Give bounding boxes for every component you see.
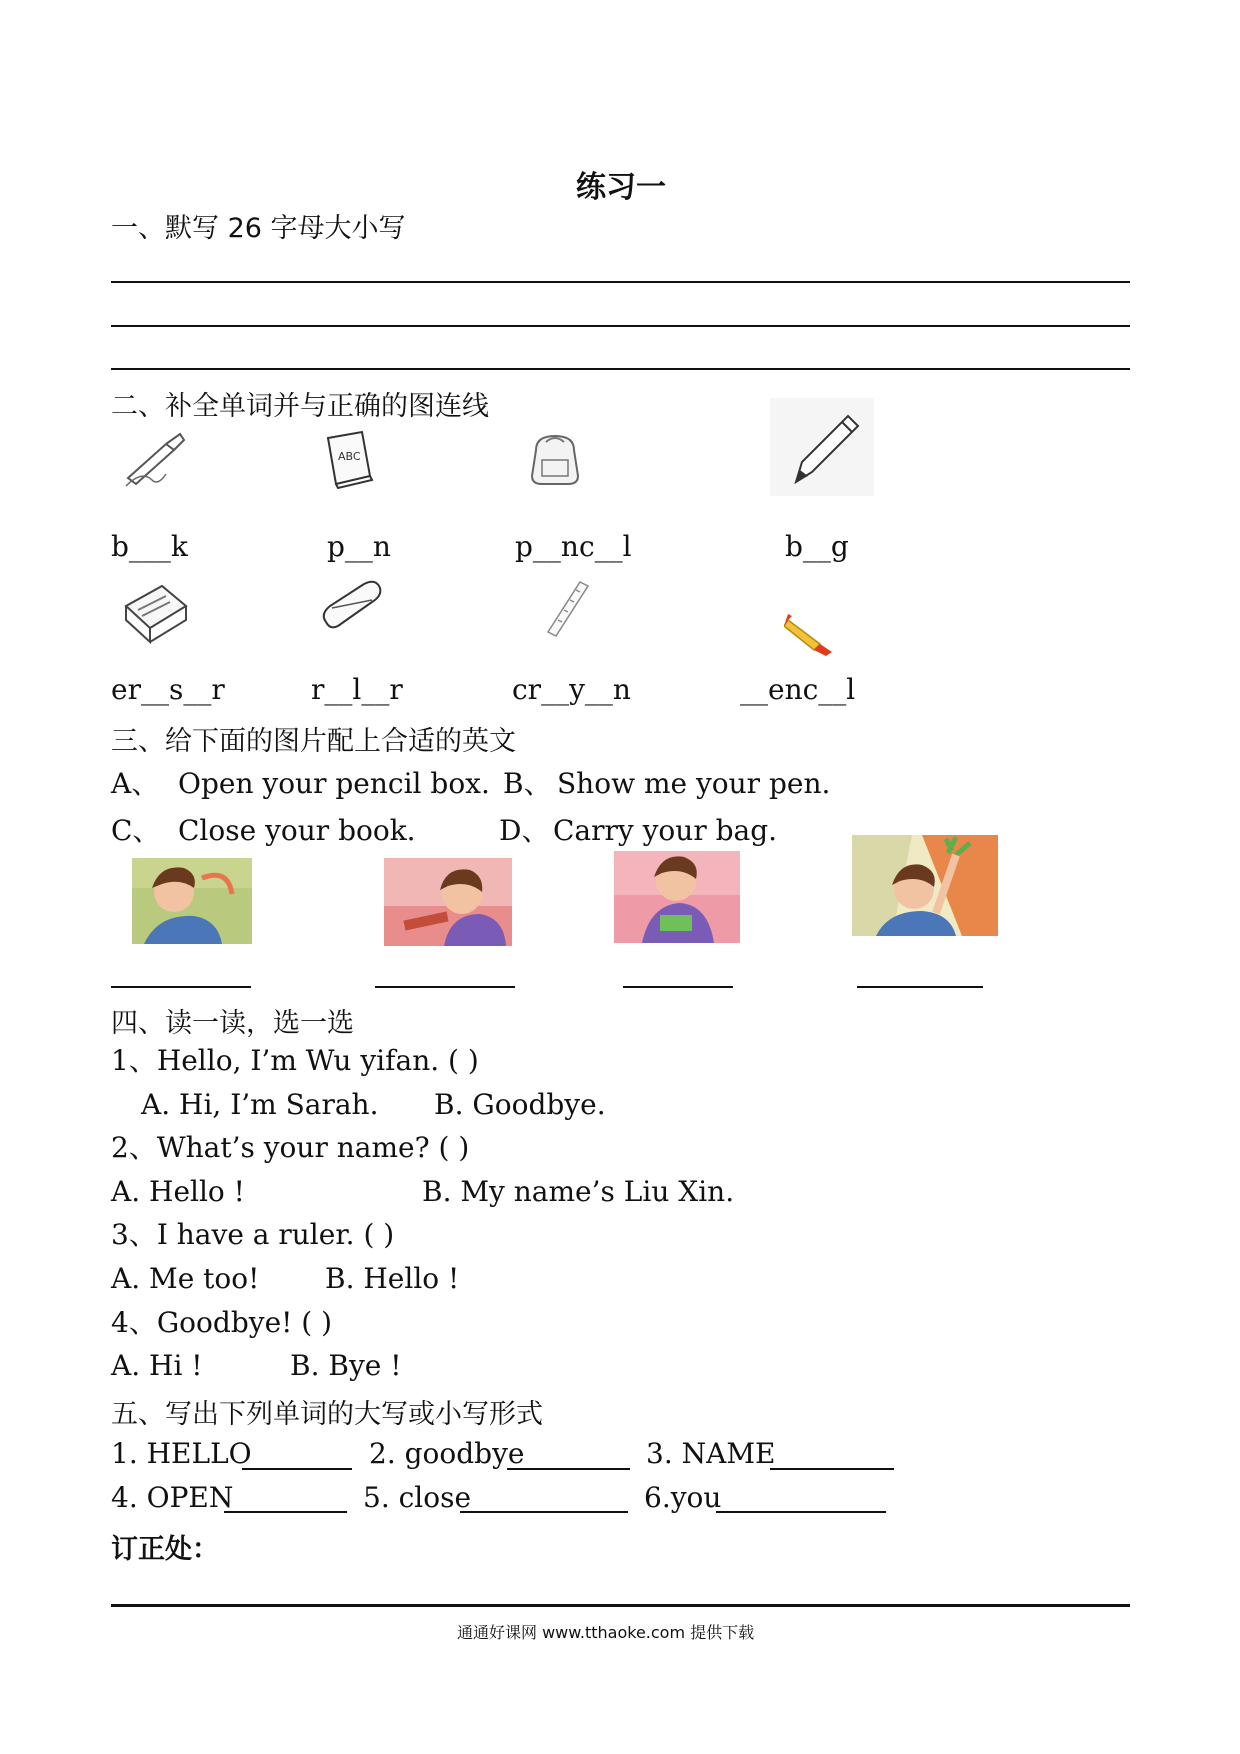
word-6: 6.you bbox=[644, 1481, 722, 1514]
word-6-blank[interactable] bbox=[716, 1511, 886, 1513]
correction-line[interactable] bbox=[111, 1604, 1130, 1607]
answer-blank-3[interactable] bbox=[623, 986, 733, 988]
option-d-text: Carry your bag. bbox=[553, 814, 778, 847]
section-2-heading: 二、补全单词并与正确的图连线 bbox=[111, 391, 489, 422]
photo-boy-2 bbox=[384, 858, 512, 946]
word-5: 5. close bbox=[363, 1481, 472, 1514]
pen-icon bbox=[122, 430, 190, 488]
eraser-icon bbox=[318, 578, 384, 634]
question-2: 2、What’s your name? ( ) bbox=[111, 1131, 470, 1164]
word-4: 4. OPEN bbox=[111, 1481, 234, 1514]
writing-line-1[interactable] bbox=[111, 281, 1130, 283]
word-ruler-blank: r__l__r bbox=[311, 673, 403, 706]
word-bag-blank: b__g bbox=[785, 530, 849, 563]
answer-blank-1[interactable] bbox=[111, 986, 251, 988]
question-1: 1、Hello, I’m Wu yifan. ( ) bbox=[111, 1044, 479, 1077]
word-pencil2-blank: __enc__l bbox=[740, 673, 856, 706]
answer-blank-4[interactable] bbox=[857, 986, 983, 988]
question-1-option-a: A. Hi, I’m Sarah. bbox=[141, 1088, 379, 1121]
word-3: 3. NAME bbox=[646, 1437, 776, 1470]
option-a-text: Open your pencil box. bbox=[178, 767, 490, 800]
ruler-icon bbox=[544, 578, 594, 638]
word-2-blank[interactable] bbox=[507, 1468, 630, 1470]
photo-boy-3 bbox=[614, 851, 740, 943]
question-4-option-b: B. Bye ! bbox=[290, 1349, 402, 1382]
section-5-heading: 五、写出下列单词的大写或小写形式 bbox=[111, 1399, 543, 1430]
question-2-option-b: B. My name’s Liu Xin. bbox=[422, 1175, 735, 1208]
book-icon bbox=[322, 430, 378, 490]
word-1: 1. HELLO bbox=[111, 1437, 252, 1470]
word-book-blank: b___k bbox=[111, 530, 188, 563]
answer-blank-2[interactable] bbox=[375, 986, 515, 988]
option-d-label: D、 bbox=[499, 814, 550, 847]
photo-boy-4 bbox=[852, 835, 998, 936]
word-4-blank[interactable] bbox=[224, 1511, 347, 1513]
photo-boy-1 bbox=[132, 858, 252, 944]
footer-credit: 通通好课网 www.tthaoke.com 提供下载 bbox=[457, 1623, 755, 1642]
word-pen-blank: p__n bbox=[327, 530, 391, 563]
writing-line-2[interactable] bbox=[111, 325, 1130, 327]
word-5-blank[interactable] bbox=[460, 1511, 628, 1513]
option-c-label: C、 bbox=[111, 814, 161, 847]
word-pencil-blank: p__nc__l bbox=[515, 530, 632, 563]
svg-text:ABC: ABC bbox=[338, 450, 361, 463]
option-b-label: B、 bbox=[503, 767, 552, 800]
bag-icon bbox=[522, 432, 588, 488]
option-a-label: A、 bbox=[111, 767, 160, 800]
question-4-option-a: A. Hi ! bbox=[111, 1349, 203, 1382]
word-crayon-blank: cr__y__n bbox=[512, 673, 631, 706]
word-3-blank[interactable] bbox=[770, 1468, 894, 1470]
section-4-heading: 四、读一读，选一选 bbox=[111, 1008, 354, 1039]
crayon-icon bbox=[784, 610, 836, 656]
option-b-text: Show me your pen. bbox=[557, 767, 831, 800]
option-c-text: Close your book. bbox=[178, 814, 416, 847]
section-3-heading: 三、给下面的图片配上合适的英文 bbox=[111, 726, 516, 757]
page-title: 练习一 bbox=[576, 170, 666, 205]
question-2-option-a: A. Hello ! bbox=[111, 1175, 245, 1208]
pencil-box-icon bbox=[122, 580, 190, 646]
word-1-blank[interactable] bbox=[242, 1468, 352, 1470]
section-1-heading: 一、默写 26 字母大小写 bbox=[111, 213, 406, 244]
question-3-option-a: A. Me too! bbox=[111, 1262, 260, 1295]
question-3: 3、I have a ruler. ( ) bbox=[111, 1218, 395, 1251]
correction-label: 订正处： bbox=[111, 1534, 219, 1565]
writing-line-3[interactable] bbox=[111, 368, 1130, 370]
word-2: 2. goodbye bbox=[369, 1437, 525, 1470]
word-eraser-blank: er__s__r bbox=[111, 673, 225, 706]
question-1-option-b: B. Goodbye. bbox=[434, 1088, 606, 1121]
question-4: 4、Goodbye! ( ) bbox=[111, 1306, 333, 1339]
question-3-option-b: B. Hello ! bbox=[325, 1262, 460, 1295]
pencil-icon bbox=[770, 398, 874, 496]
